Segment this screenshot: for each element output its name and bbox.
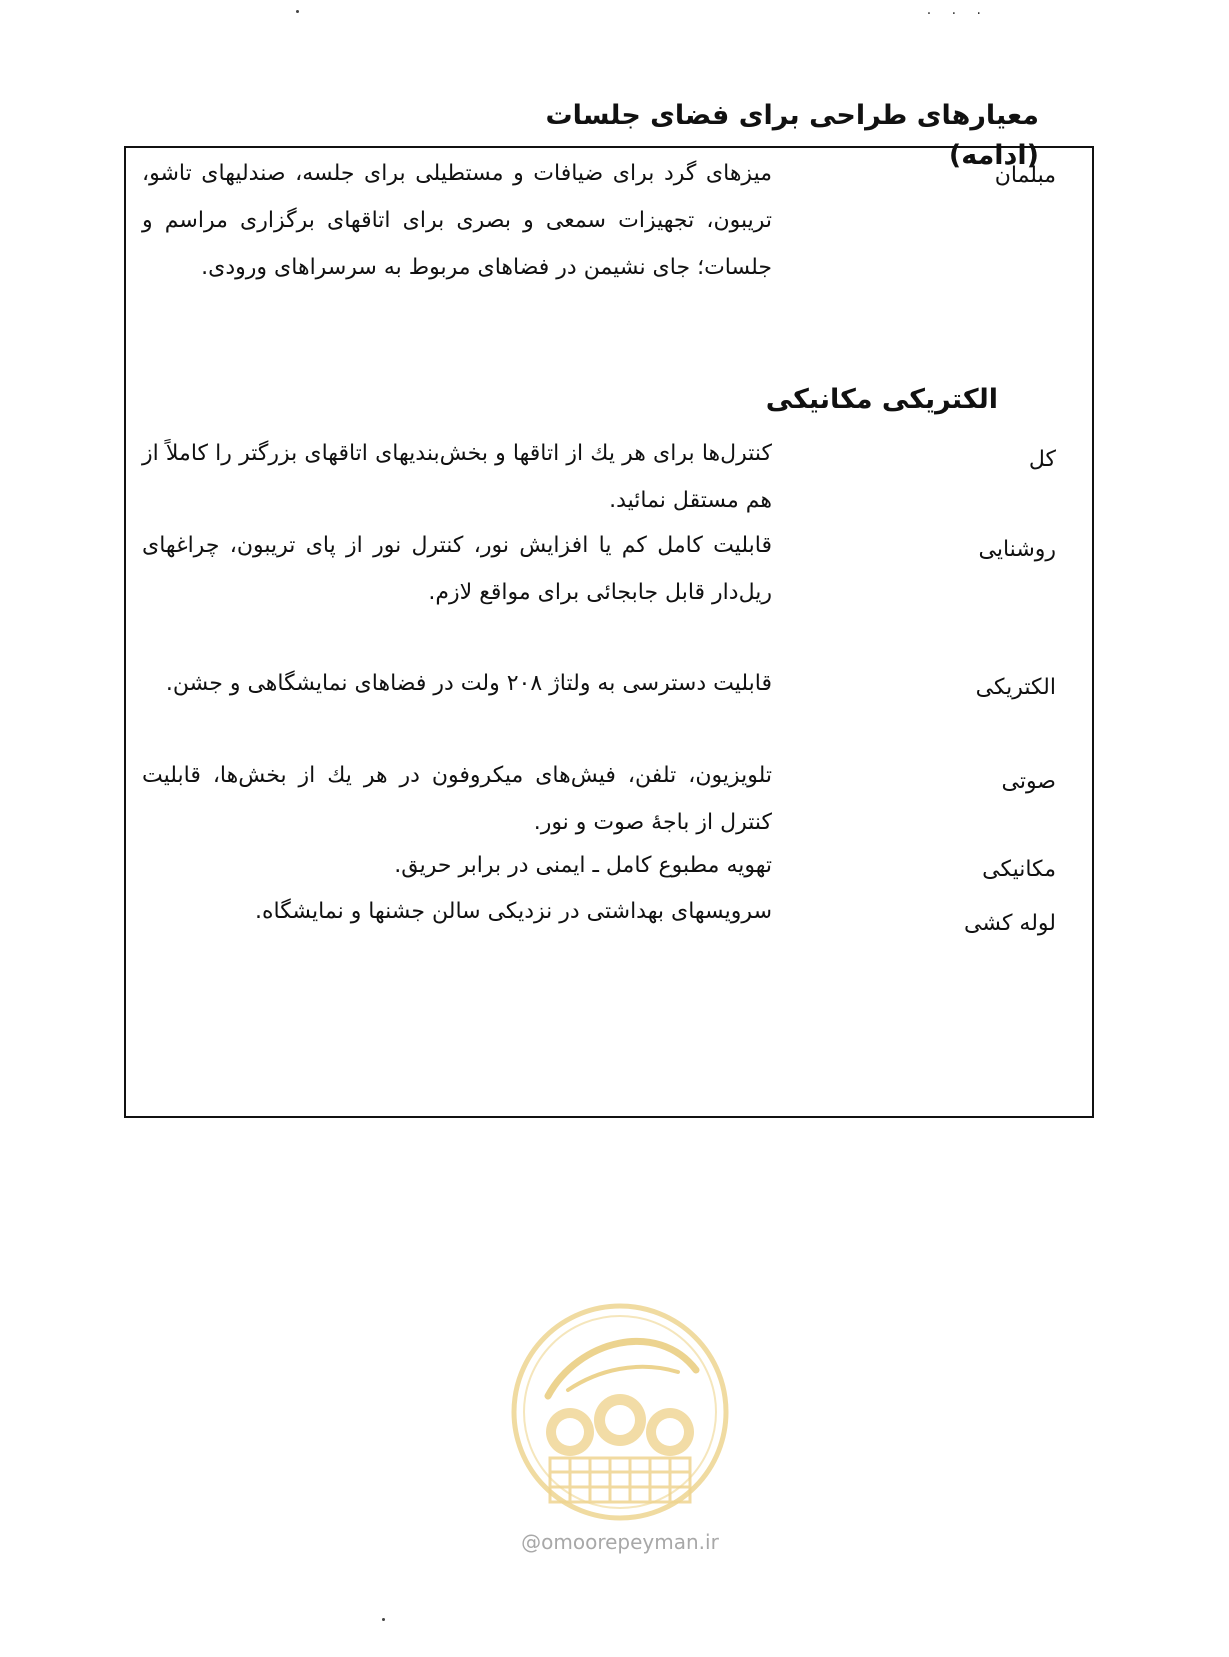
page-title: معیارهای طراحی برای فضای جلسات (ادامه) xyxy=(545,100,1039,171)
row-text-audio: تلویزیون، تلفن، فیش‌های میکروفون در هر یك از بخش‌ها، قابلیت کنترل از باجهٔ صوت و نور. xyxy=(142,763,772,835)
row-text-plumbing: سرویسهای بهداشتی در نزدیکی سالن جشنها و نمایشگاه. xyxy=(255,899,772,924)
row-label-general: کل xyxy=(1028,447,1056,472)
row-label-electrical: الکتریکی xyxy=(975,675,1056,700)
scan-speck xyxy=(296,10,299,13)
criteria-table xyxy=(124,146,1094,1118)
row-text-lighting: قابلیت کامل کم یا افزایش نور، کنترل نور از پای تریبون، چراغهای ریل‌دار قابل جابجائی برای مواقع لازم. xyxy=(142,533,772,605)
section-heading: الکتریکی مکانیکی xyxy=(765,384,998,415)
row-text-furniture: میزهای گرد برای ضیافات و مستطیلی برای جلسه، صندلیهای تاشو، تریبون، تجهیزات سمعی و بصری برای اتاقهای برگزاری مراسم و جلسات؛ جای نشیمن در فضاهای مربوط به سرسراهای ورودی. xyxy=(142,161,772,280)
watermark-url: @omoorepeyman.ir xyxy=(521,1530,719,1554)
row-text-electrical: قابلیت دسترسی به ولتاژ ۲۰۸ ولت در فضاهای نمایشگاهی و جشن. xyxy=(165,671,772,696)
row-label-mechanical: مکانیکی xyxy=(982,857,1056,882)
scan-speck xyxy=(382,1618,385,1621)
watermark-logo xyxy=(508,1300,732,1524)
row-label-furniture: مبلمان xyxy=(994,163,1056,188)
row-text-general: کنترل‌ها برای هر یك از اتاقها و بخش‌بندیهای اتاقهای بزرگتر را کاملاً از هم مستقل نمائید. xyxy=(142,441,772,513)
corner-mark: · · · xyxy=(926,6,989,22)
row-label-plumbing: لوله کشی xyxy=(964,911,1056,936)
row-label-audio: صوتی xyxy=(1001,769,1056,794)
row-text-mechanical: تهویه مطبوع کامل ـ ایمنی در برابر حریق. xyxy=(394,853,772,878)
row-label-lighting: روشنایی xyxy=(978,537,1056,562)
